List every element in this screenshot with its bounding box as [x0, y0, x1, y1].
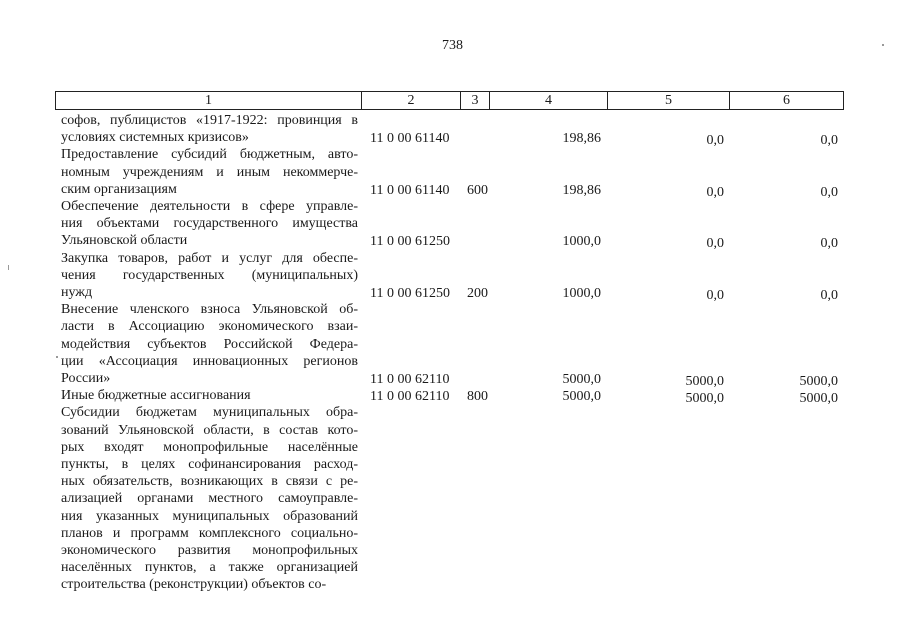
type-cell: 200	[467, 286, 488, 301]
value-col-4: 1000,0	[562, 234, 601, 250]
value-col-6: 0,0	[820, 133, 838, 149]
value-col-6: 0,0	[820, 236, 838, 252]
description-line: Субсидии бюджетам муниципальных обра-	[61, 405, 358, 421]
header-col-3: 3	[461, 92, 490, 109]
description-line: Обеспечение деятельности в сфере управле-	[61, 199, 358, 215]
description-line: зований Ульяновской области, в состав кото-	[61, 422, 358, 438]
description-line: номным учреждениям и иным некоммерче-	[61, 164, 358, 180]
header-col-2: 2	[362, 92, 461, 109]
entry-description	[61, 387, 358, 404]
value-col-4: 1000,0	[562, 286, 601, 301]
table-header-row	[55, 91, 844, 110]
description-line: ния указанных муниципальных образований	[61, 508, 358, 524]
description-line: Иные бюджетные ассигнования	[61, 388, 251, 404]
type-cell: 600	[467, 182, 488, 198]
value-col-5: 0,0	[706, 288, 724, 303]
description-line: строительства (реконструкции) объектов со-	[61, 577, 327, 593]
header-col-6: 6	[783, 93, 790, 108]
scan-speck	[56, 356, 58, 358]
description-line: модействия субъектов Российской Федера-	[61, 336, 358, 352]
entry-description	[61, 198, 358, 250]
header-col-4: 4	[490, 92, 608, 109]
description-line: нужд	[61, 285, 93, 301]
description-line: условиях системных кризисов»	[61, 130, 249, 146]
value-col-5: 5000,0	[685, 374, 724, 389]
description-line: ния объектами государственного имущества	[61, 216, 358, 232]
scan-speck	[8, 265, 9, 270]
header-col-1: 1	[56, 92, 362, 109]
value-col-5: 0,0	[706, 236, 724, 252]
value-col-4: 5000,0	[562, 372, 601, 387]
entry-description	[61, 404, 358, 593]
value-col-5: 0,0	[706, 184, 724, 200]
code-cell: 11 0 00 61140	[370, 131, 450, 147]
value-col-6: 0,0	[820, 288, 838, 303]
type-cell: 800	[467, 389, 488, 405]
value-col-4: 5000,0	[562, 389, 601, 405]
description-line: ласти в Ассоциацию экономического взаи-	[61, 319, 358, 335]
description-line: населённых пунктов, а также организацией	[61, 560, 358, 576]
entry-description	[61, 250, 358, 302]
description-column	[61, 112, 358, 594]
value-col-4: 198,86	[562, 182, 601, 198]
value-col-5: 0,0	[706, 133, 724, 149]
value-col-6: 0,0	[820, 184, 838, 200]
description-line: экономического развития монопрофильных	[61, 543, 358, 559]
code-cell: 11 0 00 61250	[370, 234, 450, 250]
value-col-6: 5000,0	[799, 374, 838, 389]
page-number: 738	[442, 38, 463, 53]
code-cell: 11 0 00 61250	[370, 286, 450, 301]
description-line: планов и программ комплексного социально-	[61, 525, 358, 541]
description-line: ных обязательств, возникающих в связи с ре-	[61, 474, 358, 490]
description-line: Предоставление субсидий бюджетным, авто-	[61, 147, 358, 163]
entry-description	[61, 112, 358, 146]
code-cell: 11 0 00 62110	[370, 372, 450, 387]
value-col-4: 198,86	[562, 131, 601, 147]
description-line: Внесение членского взноса Ульяновской об-	[61, 302, 358, 318]
description-line: ализацией органами местного самоуправле-	[61, 491, 358, 507]
description-line: Закупка товаров, работ и услуг для обеспе-	[61, 250, 358, 266]
description-line: Ульяновской области	[61, 233, 188, 249]
description-line: софов, публицистов «1917-1922: провинция в	[61, 113, 358, 128]
description-line: рых входят монопрофильные населённые	[61, 439, 358, 455]
description-line: России»	[61, 371, 111, 387]
code-cell: 11 0 00 62110	[370, 389, 450, 405]
value-col-5: 5000,0	[685, 391, 724, 407]
value-col-6: 5000,0	[799, 391, 838, 407]
description-line: ским организациям	[61, 181, 177, 197]
code-cell: 11 0 00 61140	[370, 182, 450, 198]
description-line: пункты, в целях софинансирования расход-	[61, 457, 358, 473]
description-line: чения государственных (муниципальных)	[61, 267, 358, 283]
description-line: ции «Ассоциация инновационных регионов	[61, 353, 358, 369]
scan-speck	[882, 44, 884, 46]
header-col-5: 5	[608, 92, 730, 109]
entry-description	[61, 146, 358, 198]
entry-description	[61, 301, 358, 387]
